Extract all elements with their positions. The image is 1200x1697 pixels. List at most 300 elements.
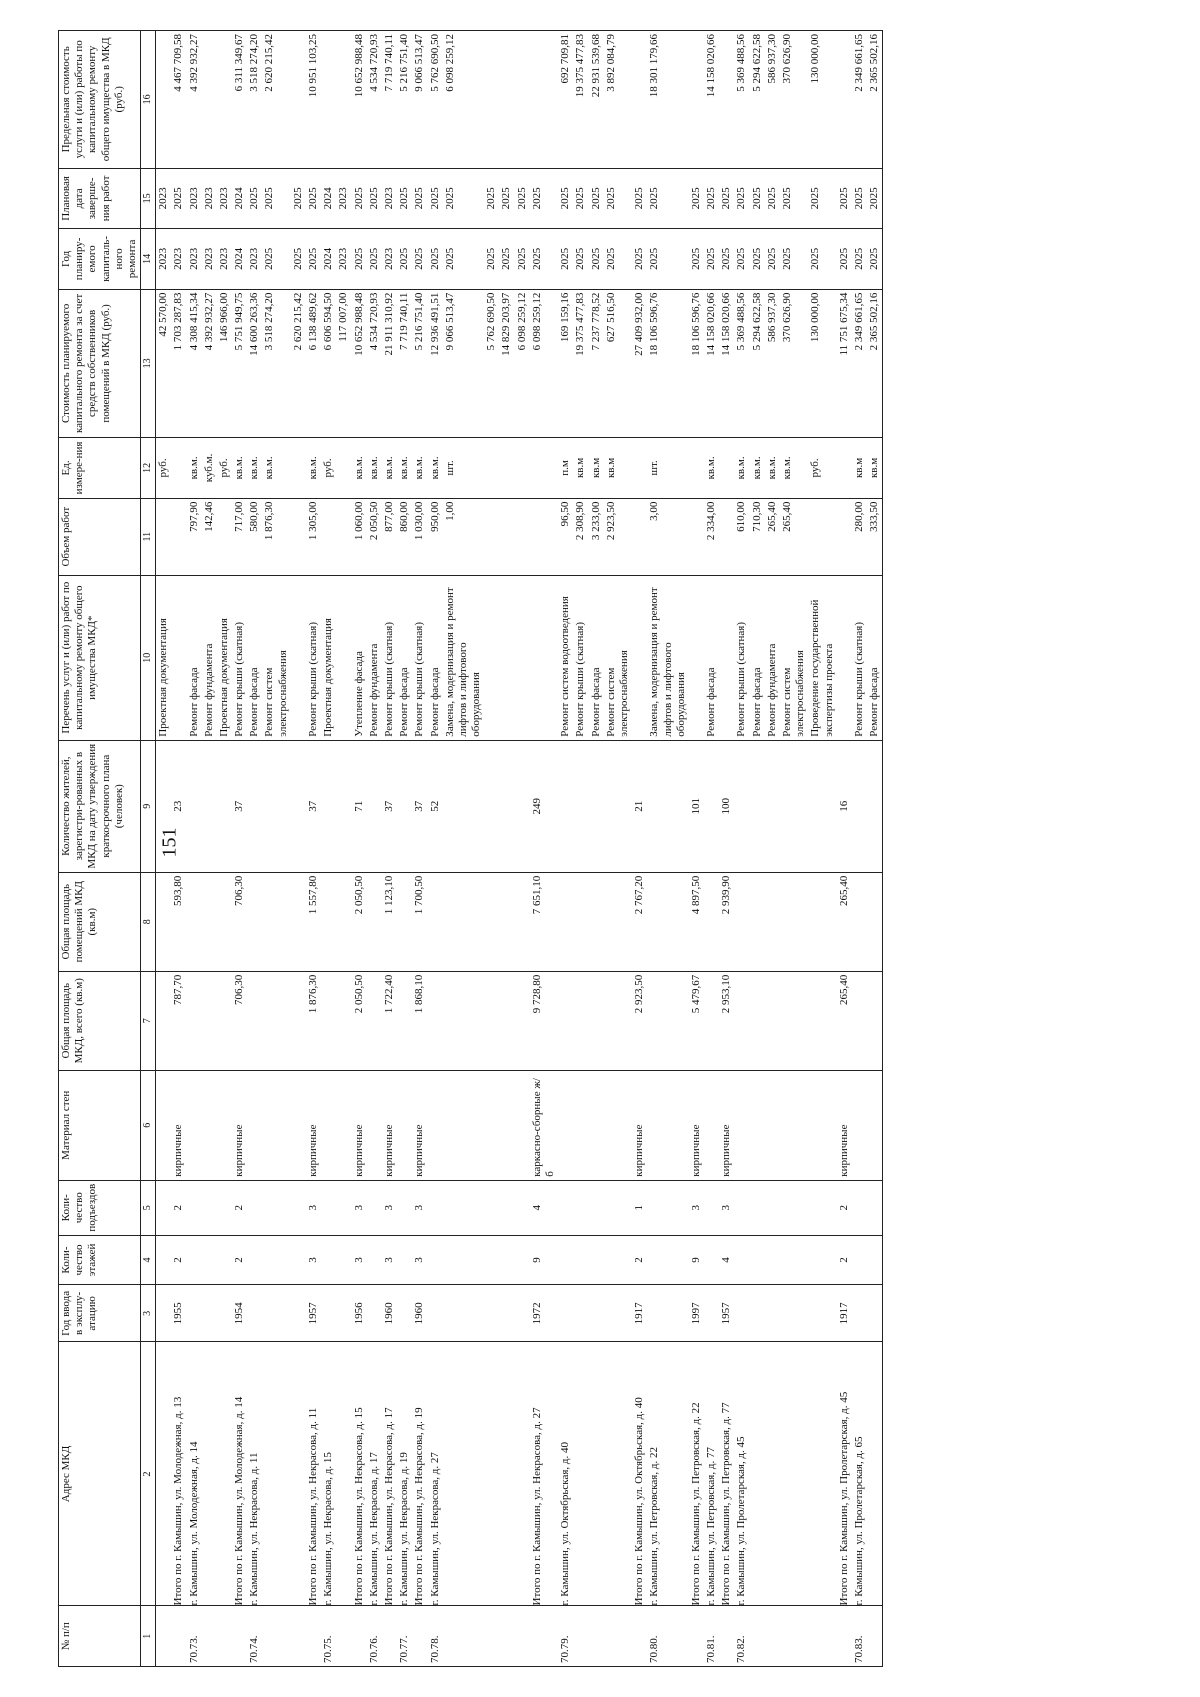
table-cell: Ремонт систем водоотведения: [558, 575, 573, 740]
table-cell: 14 158 020,66: [704, 31, 719, 169]
table-cell: 27 409 932,00: [632, 289, 647, 438]
table-cell: [291, 971, 306, 1070]
table-row: [336, 31, 351, 1667]
table-cell: 706,30: [232, 971, 247, 1070]
table-cell: 580,00: [247, 498, 262, 575]
table-row: [217, 31, 232, 1667]
table-cell: [217, 498, 232, 575]
table-cell: 2025: [704, 229, 719, 290]
table-cell: [837, 575, 852, 740]
table-cell: 2025: [689, 168, 704, 229]
table-row: [382, 31, 397, 1667]
table-cell: [187, 1235, 202, 1285]
table-cell: [632, 1606, 647, 1667]
table-cell: 2 365 502,16: [867, 31, 883, 169]
table-cell: [589, 1070, 604, 1180]
table-cell: [704, 1285, 719, 1342]
table-cell: [573, 1285, 588, 1342]
table-cell: [484, 1606, 499, 1667]
table-row: [704, 31, 719, 1667]
table-row: [321, 31, 336, 1667]
table-cell: [336, 438, 351, 499]
table-cell: 5 751 949,75: [232, 289, 247, 438]
table-cell: [604, 1180, 632, 1235]
table-cell: [499, 971, 514, 1070]
table-cell: 5 479,67: [689, 971, 704, 1070]
table-cell: [558, 740, 573, 872]
table-cell: 2: [837, 1180, 852, 1235]
table-cell: [750, 872, 765, 971]
table-row: [573, 31, 588, 1667]
column-number: 14: [141, 229, 156, 290]
table-cell: 2 939,90: [719, 872, 734, 971]
column-number: 12: [141, 438, 156, 499]
table-cell: 2023: [382, 229, 397, 290]
table-cell: 2025: [837, 168, 852, 229]
table-row: [808, 31, 836, 1667]
table-cell: [632, 31, 647, 169]
table-cell: [867, 1342, 883, 1606]
table-cell: 2025: [750, 168, 765, 229]
table-cell: 2025: [780, 229, 808, 290]
table-cell: [604, 1070, 632, 1180]
table-cell: [336, 971, 351, 1070]
table-cell: [484, 1285, 499, 1342]
table-cell: 2 050,50: [352, 971, 367, 1070]
table-cell: [589, 1180, 604, 1235]
column-header: Предельная стоимость услуги и (или) работы по капитальному ремонту общего имущества в МКД (руб.): [59, 31, 141, 169]
table-cell: [247, 1180, 262, 1235]
table-cell: [515, 1342, 530, 1606]
table-cell: [515, 1285, 530, 1342]
table-cell: [499, 31, 514, 169]
column-number: 11: [141, 498, 156, 575]
table-cell: 3 233,00: [589, 498, 604, 575]
table-cell: [217, 971, 232, 1070]
table-cell: кв.м.: [187, 438, 202, 499]
rotated-page: [58, 30, 1161, 1667]
table-cell: [412, 1606, 427, 1667]
table-cell: 2025: [428, 168, 443, 229]
table-cell: [321, 1070, 336, 1180]
table-cell: [750, 740, 765, 872]
table-cell: г. Камышин, ул. Некрасова, д. 17: [367, 1342, 382, 1606]
table-cell: 5 762 690,50: [428, 31, 443, 169]
table-cell: кв.м.: [247, 438, 262, 499]
table-cell: 19 375 477,83: [573, 289, 588, 438]
table-cell: [573, 1070, 588, 1180]
table-cell: 70.76.: [367, 1606, 382, 1667]
table-cell: г. Камышин, ул. Молодежная, д. 14: [187, 1342, 202, 1606]
table-cell: [704, 1235, 719, 1285]
table-cell: 586 937,30: [765, 31, 780, 169]
table-cell: [428, 1285, 443, 1342]
table-cell: п.м: [558, 438, 573, 499]
table-cell: 2023: [382, 168, 397, 229]
table-cell: [573, 1342, 588, 1606]
table-cell: 787,70: [171, 971, 186, 1070]
table-cell: [262, 1180, 290, 1235]
table-cell: [647, 971, 689, 1070]
table-cell: [499, 438, 514, 499]
table-cell: 9 066 513,47: [443, 289, 485, 438]
table-cell: 7 719 740,11: [397, 289, 412, 438]
table-cell: кирпичные: [689, 1070, 704, 1180]
table-cell: 2025: [412, 168, 427, 229]
table-row: [232, 31, 247, 1667]
table-cell: 3,00: [647, 498, 689, 575]
table-cell: 2 349 661,65: [852, 31, 867, 169]
table-cell: Проектная документация: [156, 575, 172, 740]
table-row: [589, 31, 604, 1667]
table-cell: 14 600 263,36: [247, 289, 262, 438]
table-cell: [734, 1070, 749, 1180]
table-cell: 52: [428, 740, 443, 872]
table-cell: Ремонт крыши (скатная): [734, 575, 749, 740]
table-cell: 9: [530, 1235, 558, 1285]
table-cell: [217, 1342, 232, 1606]
table-cell: Ремонт фундамента: [765, 575, 780, 740]
table-cell: 2025: [589, 229, 604, 290]
table-cell: 1917: [837, 1285, 852, 1342]
table-cell: [291, 872, 306, 971]
column-header: Коли-чество этажей: [59, 1235, 141, 1285]
table-row: [647, 31, 689, 1667]
table-cell: 6 311 349,67: [232, 31, 247, 169]
table-cell: 1 700,50: [412, 872, 427, 971]
table-cell: 2025: [719, 168, 734, 229]
table-row: [352, 31, 367, 1667]
table-cell: 10 652 988,48: [352, 289, 367, 438]
table-cell: кв.м.: [306, 438, 321, 499]
table-cell: 1955: [171, 1285, 186, 1342]
table-cell: 70.83.: [852, 1606, 867, 1667]
table-cell: [765, 1342, 780, 1606]
table-cell: [719, 1606, 734, 1667]
table-cell: [704, 1180, 719, 1235]
table-cell: [499, 498, 514, 575]
table-cell: [336, 575, 351, 740]
table-cell: Ремонт крыши (скатная): [852, 575, 867, 740]
table-cell: [530, 438, 558, 499]
table-cell: [202, 1342, 217, 1606]
table-cell: 2025: [367, 229, 382, 290]
table-cell: г. Камышин, ул. Пролетарская, д. 45: [734, 1342, 749, 1606]
table-cell: 265,40: [765, 498, 780, 575]
table-cell: 2025: [499, 168, 514, 229]
table-cell: [443, 1235, 485, 1285]
table-cell: [262, 740, 290, 872]
table-cell: [336, 1070, 351, 1180]
table-cell: Итого по г. Камышин, ул. Октябрьская, д. 40: [632, 1342, 647, 1606]
table-cell: 2 620 215,42: [262, 31, 290, 169]
table-cell: [202, 31, 217, 169]
table-cell: [397, 1235, 412, 1285]
table-cell: [780, 1180, 808, 1235]
table-cell: [719, 498, 734, 575]
table-cell: Ремонт фасада: [247, 575, 262, 740]
table-cell: [187, 1285, 202, 1342]
table-cell: [765, 740, 780, 872]
table-cell: [765, 1285, 780, 1342]
table-cell: 3 518 274,20: [262, 289, 290, 438]
table-cell: [336, 872, 351, 971]
table-cell: кирпичные: [171, 1070, 186, 1180]
table-cell: 2025: [262, 168, 290, 229]
table-cell: [291, 1180, 306, 1235]
table-cell: [780, 971, 808, 1070]
table-cell: 3: [352, 1235, 367, 1285]
table-cell: [321, 31, 336, 169]
table-cell: кв.м.: [352, 438, 367, 499]
column-number: 5: [141, 1180, 156, 1235]
table-cell: [867, 872, 883, 971]
table-cell: [515, 575, 530, 740]
table-row: [558, 31, 573, 1667]
table-cell: 1 722,40: [382, 971, 397, 1070]
table-cell: [515, 1235, 530, 1285]
table-cell: 19 375 477,83: [573, 31, 588, 169]
table-cell: [484, 971, 499, 1070]
table-cell: [765, 1180, 780, 1235]
table-cell: Проектная документация: [321, 575, 336, 740]
table-cell: 2025: [765, 168, 780, 229]
table-cell: [291, 740, 306, 872]
table-cell: 2 308,90: [573, 498, 588, 575]
table-cell: [156, 1606, 172, 1667]
table-cell: [734, 1235, 749, 1285]
table-cell: [808, 1180, 836, 1235]
table-cell: 5 294 622,58: [750, 289, 765, 438]
table-cell: Ремонт систем электроснабжения: [262, 575, 290, 740]
table-cell: 1 868,10: [412, 971, 427, 1070]
table-cell: [719, 31, 734, 169]
table-cell: [647, 872, 689, 971]
table-row: [604, 31, 632, 1667]
table-row: [247, 31, 262, 1667]
table-cell: 4 897,50: [689, 872, 704, 971]
table-cell: 333,50: [867, 498, 883, 575]
table-cell: [604, 872, 632, 971]
table-cell: [202, 1180, 217, 1235]
table-cell: 2 923,50: [632, 971, 647, 1070]
table-cell: [428, 971, 443, 1070]
table-cell: 9 066 513,47: [412, 31, 427, 169]
table-cell: 2025: [484, 168, 499, 229]
table-cell: [604, 1235, 632, 1285]
table-cell: 1 123,10: [382, 872, 397, 971]
table-row: [367, 31, 382, 1667]
table-cell: [867, 1606, 883, 1667]
table-cell: [306, 1606, 321, 1667]
column-number: 3: [141, 1285, 156, 1342]
table-cell: [808, 498, 836, 575]
table-cell: 2025: [306, 229, 321, 290]
table-cell: [647, 1070, 689, 1180]
table-cell: Итого по г. Камышин, ул. Некрасова, д. 27: [530, 1342, 558, 1606]
table-row: [156, 31, 172, 1667]
table-cell: 2023: [156, 229, 172, 290]
table-cell: 2 620 215,42: [291, 289, 306, 438]
table-cell: 100: [719, 740, 734, 872]
table-cell: [321, 872, 336, 971]
table-cell: 950,00: [428, 498, 443, 575]
table-cell: 2025: [306, 168, 321, 229]
table-cell: 265,40: [837, 872, 852, 971]
table-cell: [156, 1342, 172, 1606]
table-cell: [573, 1235, 588, 1285]
table-cell: [484, 438, 499, 499]
table-cell: [291, 438, 306, 499]
table-row: [852, 31, 867, 1667]
capital-repair-table: [58, 30, 883, 1667]
table-cell: [217, 31, 232, 169]
table-cell: 1 876,30: [262, 498, 290, 575]
table-cell: 4: [530, 1180, 558, 1235]
table-cell: кирпичные: [837, 1070, 852, 1180]
table-cell: [515, 1606, 530, 1667]
table-cell: 593,80: [171, 872, 186, 971]
table-cell: г. Камышин, ул. Петровская, д. 22: [647, 1342, 689, 1606]
table-cell: Итого по г. Камышин, ул. Пролетарская, д. 45: [837, 1342, 852, 1606]
table-cell: 797,90: [187, 498, 202, 575]
table-cell: [689, 1606, 704, 1667]
table-cell: 860,00: [397, 498, 412, 575]
table-cell: 2025: [291, 168, 306, 229]
table-cell: кирпичные: [382, 1070, 397, 1180]
table-cell: [428, 1235, 443, 1285]
table-cell: 3 892 084,79: [604, 31, 632, 169]
table-cell: 7 651,10: [530, 872, 558, 971]
table-cell: 2023: [187, 229, 202, 290]
table-cell: 2025: [837, 229, 852, 290]
table-cell: 2025: [291, 229, 306, 290]
table-cell: [867, 1235, 883, 1285]
header-row: [59, 31, 141, 1667]
column-header: Общая площадь МКД, всего (кв.м): [59, 971, 141, 1070]
table-cell: [499, 872, 514, 971]
table-cell: Итого по г. Камышин, ул. Молодежная, д. 14: [232, 1342, 247, 1606]
table-cell: кв.м: [604, 438, 632, 499]
column-header: Плановая дата заверше-ния работ: [59, 168, 141, 229]
table-cell: 249: [530, 740, 558, 872]
table-cell: 2025: [647, 168, 689, 229]
table-cell: 2025: [573, 168, 588, 229]
table-cell: кв.м: [852, 438, 867, 499]
column-header: Материал стен: [59, 1070, 141, 1180]
table-cell: 3: [306, 1180, 321, 1235]
table-cell: 7 719 740,11: [382, 31, 397, 169]
table-cell: [852, 971, 867, 1070]
table-cell: [604, 1342, 632, 1606]
table-cell: Итого по г. Камышин, ул. Петровская, д. 77: [719, 1342, 734, 1606]
table-cell: г. Камышин, ул. Некрасова, д. 11: [247, 1342, 262, 1606]
table-cell: 2023: [202, 229, 217, 290]
table-row: [515, 31, 530, 1667]
table-cell: [336, 498, 351, 575]
table-cell: кв.м.: [412, 438, 427, 499]
table-cell: [443, 1342, 485, 1606]
table-cell: 2 365 502,16: [867, 289, 883, 438]
table-cell: [689, 498, 704, 575]
table-cell: [808, 971, 836, 1070]
table-cell: [689, 575, 704, 740]
table-cell: [171, 438, 186, 499]
table-cell: шт.: [647, 438, 689, 499]
table-cell: [530, 31, 558, 169]
table-cell: 3: [719, 1180, 734, 1235]
table-cell: 2025: [719, 229, 734, 290]
table-row: [734, 31, 749, 1667]
table-cell: [291, 31, 306, 169]
table-cell: 2 050,50: [352, 872, 367, 971]
table-cell: [765, 1070, 780, 1180]
table-cell: 2025: [734, 168, 749, 229]
table-cell: [262, 1235, 290, 1285]
table-cell: [262, 1606, 290, 1667]
table-cell: [499, 1180, 514, 1235]
table-cell: Итого по г. Камышин, ул. Молодежная, д. 13: [171, 1342, 186, 1606]
table-body: [156, 31, 883, 1667]
table-cell: 2025: [808, 229, 836, 290]
table-cell: кв.м.: [367, 438, 382, 499]
table-row: [443, 31, 485, 1667]
table-cell: [765, 971, 780, 1070]
table-cell: [808, 1235, 836, 1285]
table-cell: [780, 1070, 808, 1180]
table-cell: [515, 498, 530, 575]
table-cell: 586 937,30: [765, 289, 780, 438]
table-cell: [156, 1235, 172, 1285]
table-cell: 10 951 103,25: [306, 31, 321, 169]
table-cell: 1 030,00: [412, 498, 427, 575]
table-cell: [484, 1070, 499, 1180]
table-cell: руб.: [156, 438, 172, 499]
table-cell: 2023: [156, 168, 172, 229]
table-cell: [187, 1070, 202, 1180]
table-cell: [321, 498, 336, 575]
table-cell: кв.м.: [428, 438, 443, 499]
table-cell: 2024: [321, 229, 336, 290]
table-cell: [719, 438, 734, 499]
table-row: [867, 31, 883, 1667]
table-cell: [321, 1180, 336, 1235]
table-cell: 4 534 720,93: [367, 289, 382, 438]
table-cell: [291, 498, 306, 575]
table-cell: 2025: [247, 168, 262, 229]
table-cell: [202, 740, 217, 872]
table-cell: [734, 971, 749, 1070]
table-cell: 2025: [171, 168, 186, 229]
table-cell: кирпичные: [232, 1070, 247, 1180]
table-cell: 70.77.: [397, 1606, 412, 1667]
table-cell: [515, 740, 530, 872]
table-cell: [217, 1070, 232, 1180]
table-cell: 2025: [867, 229, 883, 290]
table-cell: Ремонт систем электроснабжения: [604, 575, 632, 740]
table-cell: 37: [382, 740, 397, 872]
table-cell: [291, 1285, 306, 1342]
table-cell: [734, 872, 749, 971]
table-cell: 2025: [397, 168, 412, 229]
table-cell: 2025: [852, 168, 867, 229]
table-cell: 2: [232, 1180, 247, 1235]
table-cell: 70.82.: [734, 1606, 749, 1667]
table-cell: [867, 1180, 883, 1235]
table-cell: [515, 971, 530, 1070]
table-cell: 5 216 751,40: [397, 31, 412, 169]
table-cell: [484, 740, 499, 872]
